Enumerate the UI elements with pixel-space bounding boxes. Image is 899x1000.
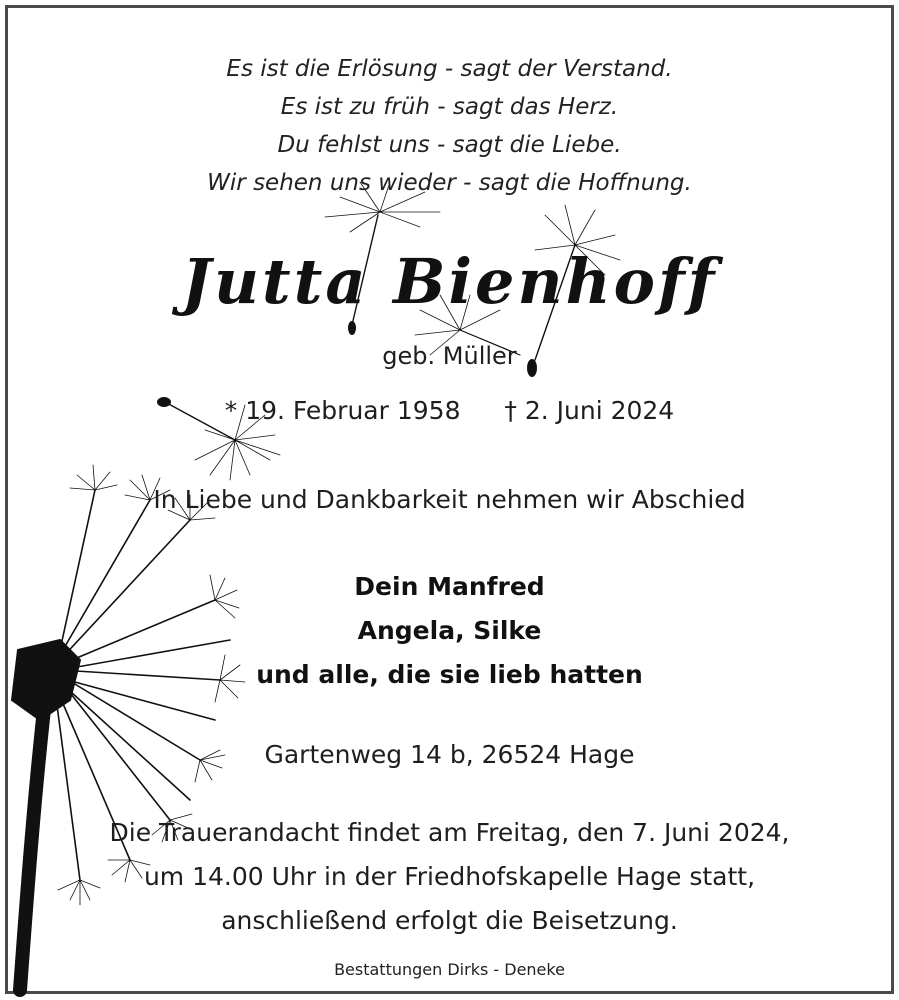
- mourner-line-3: und alle, die sie lieb hatten: [256, 660, 643, 689]
- maiden-name: geb. Müller: [382, 342, 517, 370]
- service-line-3: anschließend erfolgt die Beisetzung.: [221, 906, 678, 935]
- service-line-1: Die Trauerandacht findet am Freitag, den 7. Juni 2024,: [109, 818, 790, 847]
- service-line-2: um 14.00 Uhr in der Friedhofskapelle Hage statt,: [143, 862, 756, 891]
- poem-line-3: Du fehlst uns - sagt die Liebe.: [277, 132, 622, 158]
- life-dates: [0, 396, 899, 425]
- farewell-text: In Liebe und Dankbarkeit nehmen wir Abschied: [153, 485, 746, 514]
- mourner-line-2: Angela, Silke: [357, 616, 542, 645]
- deceased-name: Jutta Bienhoff: [181, 245, 718, 318]
- funeral-home: Bestattungen Dirks - Deneke: [334, 960, 565, 979]
- poem-line-4: Wir sehen uns wieder - sagt die Hoffnung.: [207, 170, 692, 196]
- poem-line-1: Es ist die Erlösung - sagt der Verstand.: [226, 56, 673, 82]
- death-date: † 2. Juni 2024: [504, 396, 675, 425]
- address: Gartenweg 14 b, 26524 Hage: [264, 740, 635, 769]
- poem-line-2: Es ist zu früh - sagt das Herz.: [280, 94, 619, 120]
- mourner-line-1: Dein Manfred: [354, 572, 545, 601]
- birth-date: * 19. Februar 1958: [224, 396, 461, 425]
